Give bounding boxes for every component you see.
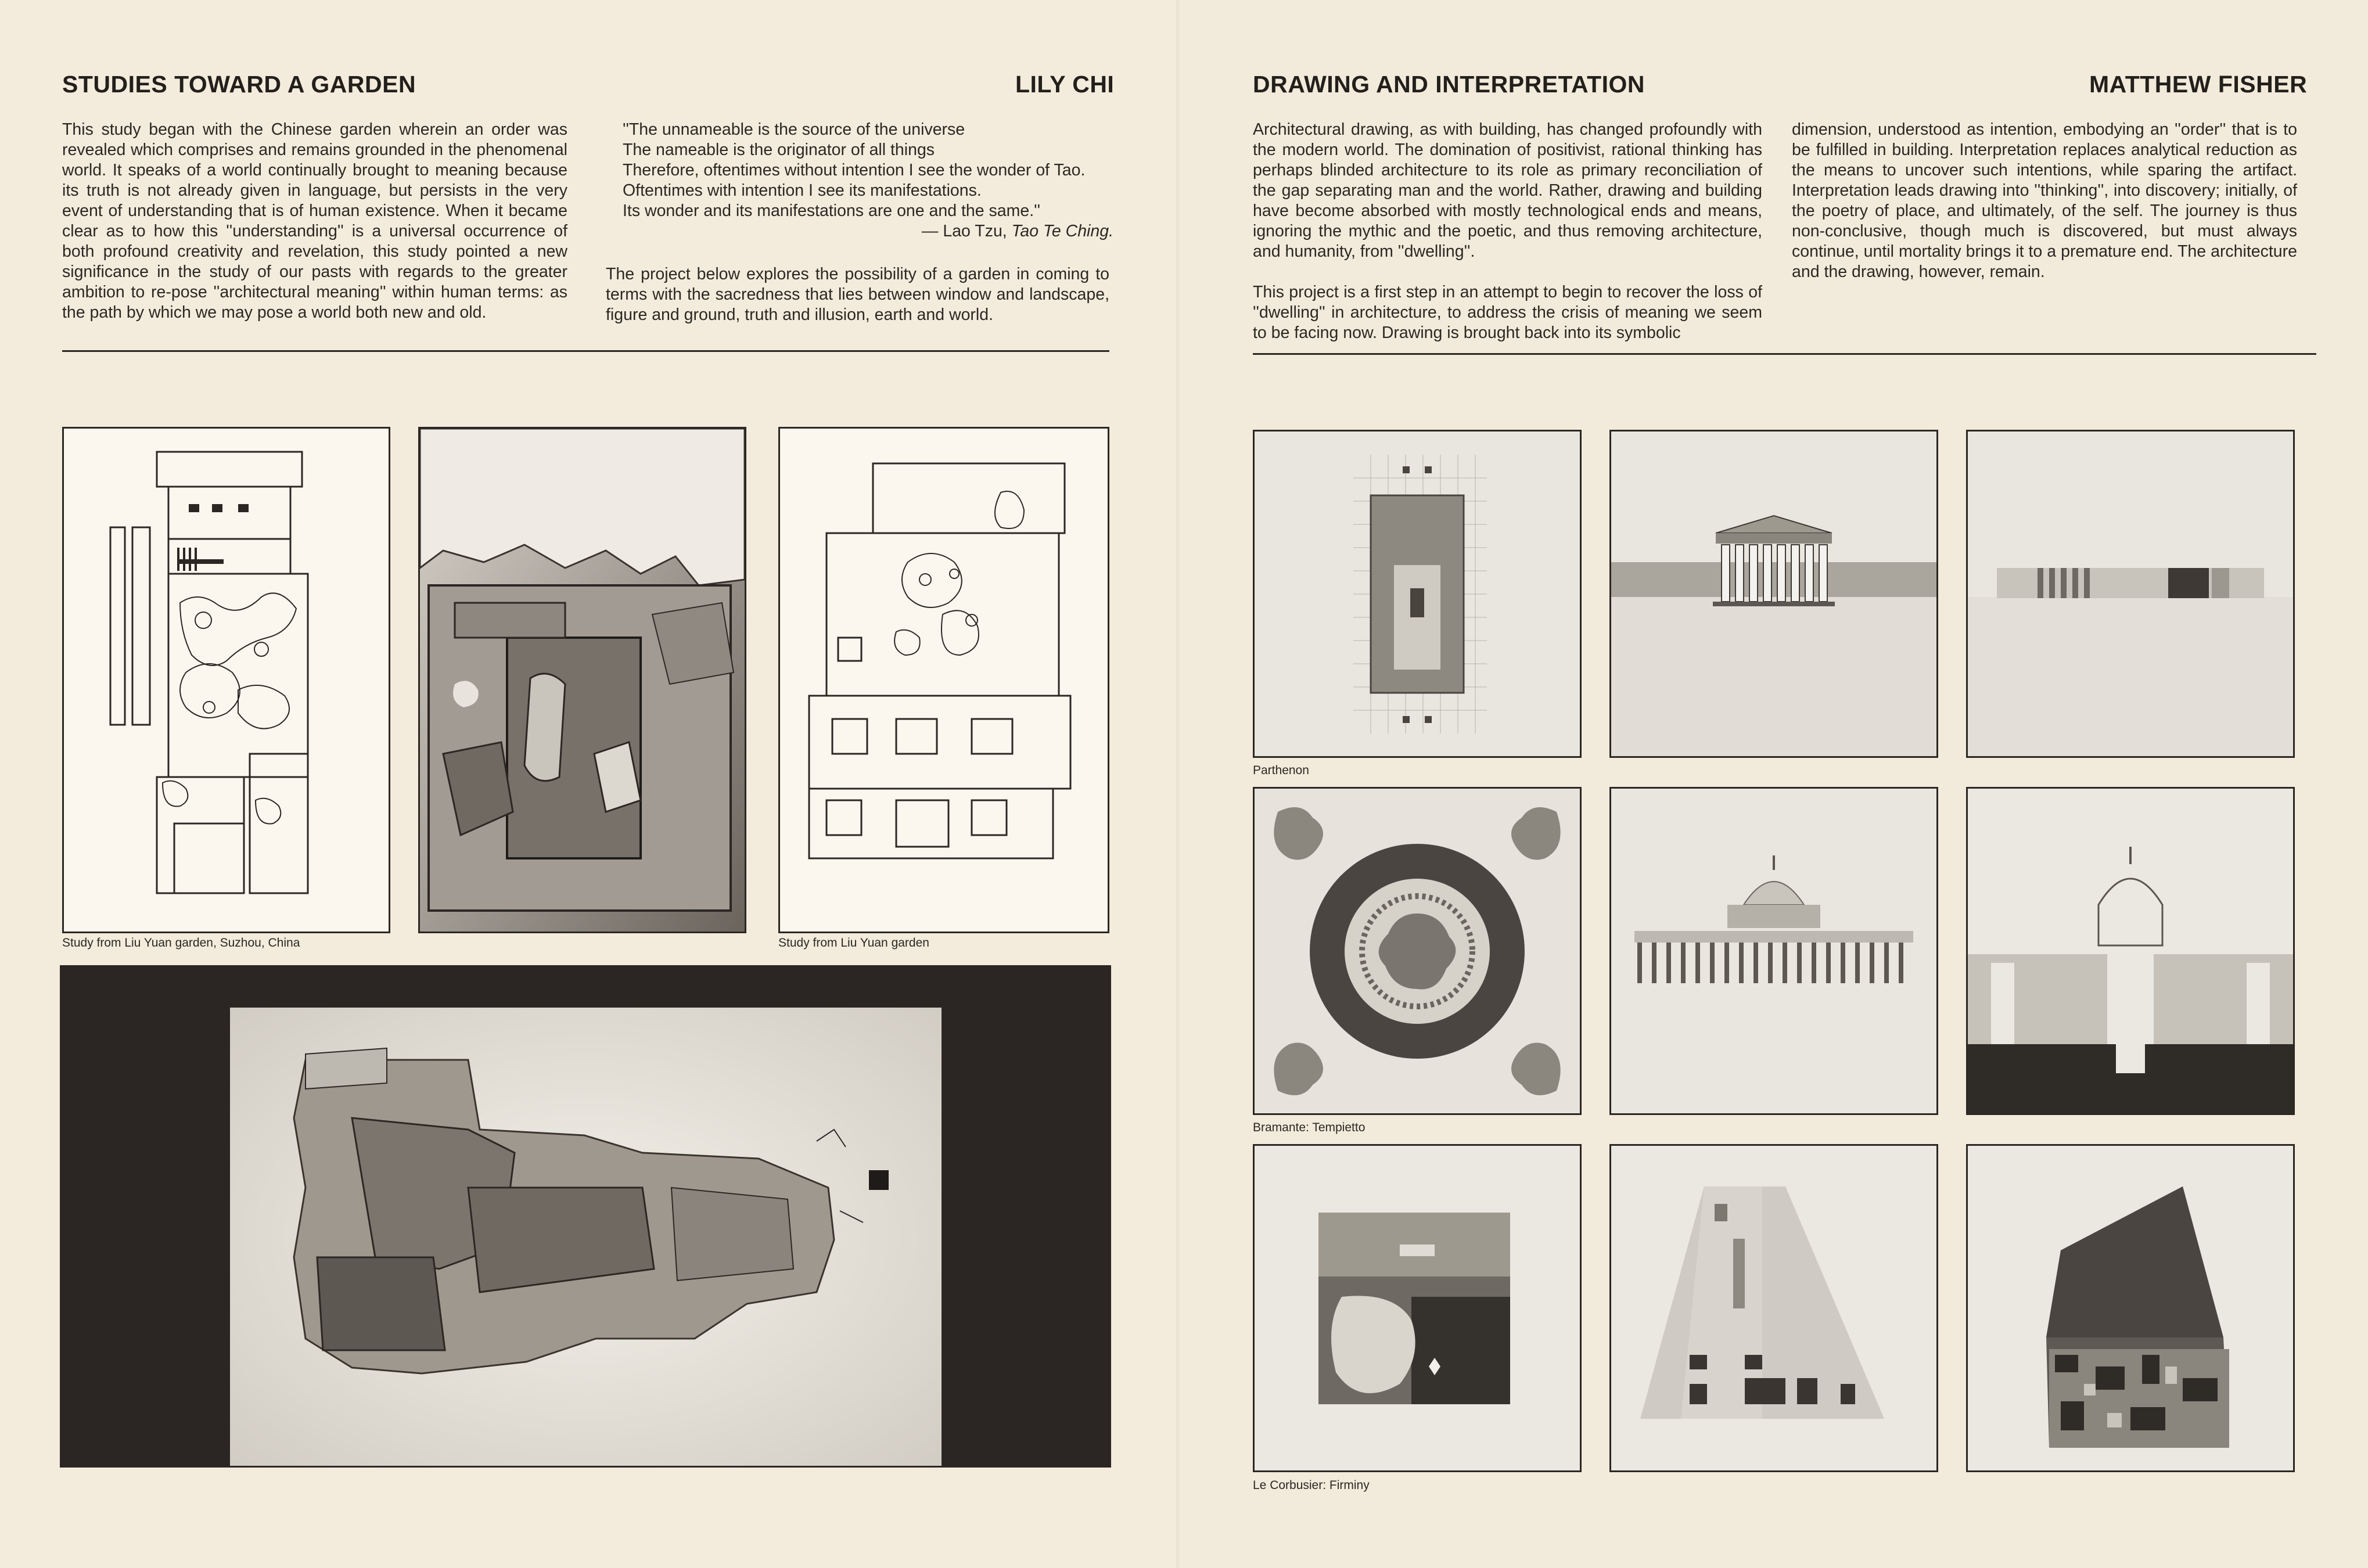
quote-line: Therefore, oftentimes without intention I see the wonder of Tao. [623,161,1086,179]
left-article-title: STUDIES TOWARD A GARDEN [62,71,416,98]
garden-plan-drawing [778,427,1109,933]
right-body-column-2 [1792,120,2297,303]
garden-plan-caption: Study from Liu Yuan garden, Suzhou, China [62,936,300,950]
firminy-elevation-drawing [1609,1144,1938,1472]
quote-attribution: — Lao Tzu, [921,222,1012,240]
garden-plan-figure [780,429,1108,932]
left-header-rule [62,350,1109,352]
tempietto-section-drawing [1966,787,2295,1115]
right-page [1182,0,2368,1568]
row-caption: Parthenon [1253,764,1309,777]
quote-attribution-line [623,221,1113,242]
row-caption: Le Corbusier: Firminy [1253,1479,1370,1492]
right-body-column-1 [1253,120,1762,364]
garden-model-figure [62,967,1109,1466]
parthenon-section-drawing [1966,430,2295,758]
tempietto-plan-drawing [1253,787,1582,1115]
tempietto-plan-figure [1255,789,1580,1113]
lao-tzu-quote [623,120,1113,242]
garden-plan-figure [64,429,389,932]
right-header-rule [1253,353,2316,355]
left-article-author: LILY CHI [1015,71,1115,98]
right-article-author: MATTHEW FISHER [2089,71,2308,98]
tempietto-elevation-drawing [1609,787,1938,1115]
firminy-section-drawing [1966,1144,2295,1472]
garden-model-photo [418,427,746,933]
parthenon-plan-drawing [1253,430,1582,758]
garden-plan-drawing [62,427,390,933]
firminy-plan-drawing [1253,1144,1582,1472]
firminy-section-figure [1968,1146,2293,1470]
quote-line: Oftentimes with intention I see its manifestations. [623,181,982,200]
quote-line: Its wonder and its manifestations are one and the same.'' [623,202,1041,220]
firminy-elevation-figure [1611,1146,1936,1470]
right-article-title: DRAWING AND INTERPRETATION [1253,71,1645,98]
parthenon-elevation-drawing [1609,430,1938,758]
tempietto-section-figure [1968,789,2293,1113]
firminy-plan-figure [1255,1146,1580,1470]
parthenon-elevation-figure [1611,431,1936,756]
quote-source: Tao Te Ching. [1011,222,1113,240]
parthenon-section-figure [1968,431,2293,756]
quote-line: ''The unnameable is the source of the universe [623,120,965,139]
left-body-paragraph: This study began with the Chinese garden wherein an order was revealed which comprises and remains grounded in the phenomenal world. It speaks of a world continually brought to meaning because its truth is not already given in language, but persists in the very event of understanding that is of human existence. When it became clear as to how this ''understanding'' is a universal occurrence of both profound creativity and revelation, this study pointed a new significance in the study of our pasts with regards to the greater ambition to re-pose ''architectural meaning'' within human terms: as the path by which we may pose a world both new and old. [62,120,567,322]
left-page [0,0,1182,1568]
parthenon-plan-figure [1255,431,1580,756]
left-body-column [62,120,567,343]
tempietto-elevation-figure [1611,789,1936,1113]
garden-plan-caption: Study from Liu Yuan garden [778,936,929,950]
right-body-paragraph: dimension, understood as intention, embodying an ''order'' that is to be fulfilled in building. Interpretation replaces analytical reduction as the means to uncover such intentions, while sparing the artifact. Interpretation leads drawing into ''thinking'', into discovery; initially, of the poetry of place, and ultimately, of the self. The journey is thus non-conclusive, though much is discovered, but must always continue, until mortality brings it to a premature end. The architecture and the drawing, however, remain. [1792,120,2297,281]
right-body-paragraph: Architectural drawing, as with building, has changed profoundly with the modern world. The domination of positivist, rational thinking has perhaps blinded architecture to its role as primary reconciliation of the gap separating man and the world. Rather, drawing and building have become absorbed with mostly technological ends and means, ignoring the mythic and the poetic, and thus removing architecture, and humanity, from ''dwelling''. [1253,120,1762,261]
garden-model-figure [420,429,745,932]
right-body-paragraph: This project is a first step in an attempt to begin to recover the loss of ''dwelling'' in architecture, to address the crisis of meaning we seem to be facing now. Drawing is brought back into its symbolic [1253,283,1762,342]
quote-line: The nameable is the originator of all things [623,141,935,159]
left-closing-paragraph: The project below explores the possibility of a garden in coming to terms with the sacredness that lies between window and landscape, figure and ground, truth and illusion, earth and world. [606,265,1109,324]
row-caption: Bramante: Tempietto [1253,1121,1366,1134]
garden-model-panel [60,965,1111,1468]
